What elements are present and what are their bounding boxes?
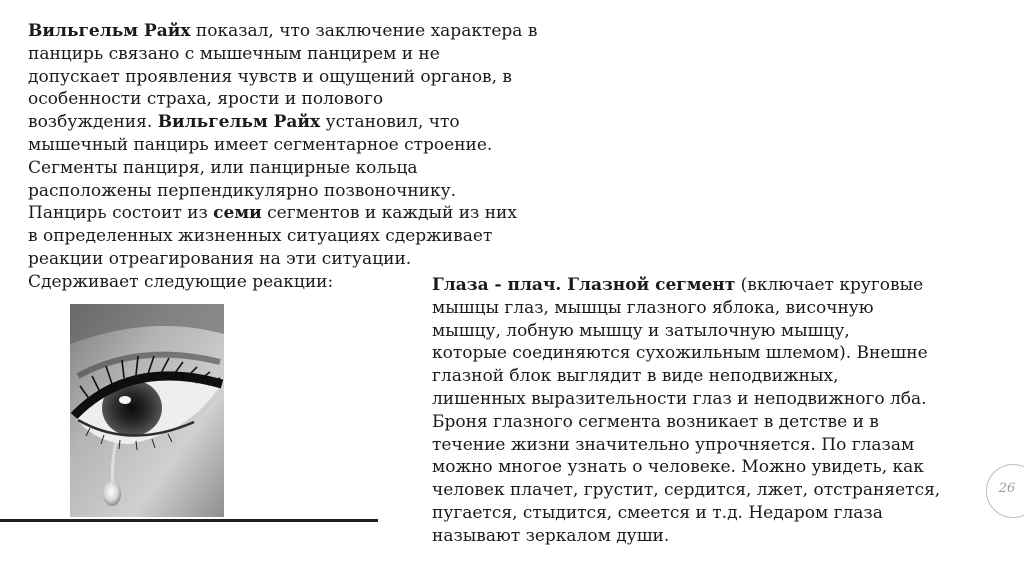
text-line: возбуждения. Вильгельм Райх установил, что — [28, 112, 460, 133]
text-line: глазной блок выглядит в виде неподвижных, — [432, 366, 839, 387]
crying-eye-photo — [70, 304, 224, 517]
segment-heading: Глаза - плач. Глазной сегмент — [432, 275, 736, 295]
text-line: человек плачет, грустит, сердится, лжет, отстраняется, — [432, 480, 941, 501]
author-name: Вильгельм Райх — [28, 21, 191, 41]
text-line: пугается, стыдится, смеется и т.д. Недаром глаза — [432, 502, 883, 523]
eye-segment-paragraph — [432, 274, 940, 548]
crying-eye-image — [70, 304, 224, 517]
text-line: панцирь связано с мышечным панцирем и не — [28, 43, 440, 64]
text-line: Сдерживает следующие реакции: — [28, 271, 334, 292]
text-line: которые соединяются сухожильным шлемом). Внешне — [432, 343, 928, 364]
text-line: называют зеркалом души. — [432, 525, 670, 546]
page-number: 26 — [998, 481, 1016, 496]
author-name: Вильгельм Райх — [157, 112, 321, 133]
text-line: Сегменты панциря, или панцирные кольца — [28, 157, 418, 178]
text-line: течение жизни значительно упрочняется. По глазам — [432, 434, 915, 455]
text-line: Броня глазного сегмента возникает в детстве и в — [432, 411, 879, 432]
text-line: реакции отреагирования на эти ситуации. — [28, 248, 412, 269]
text-line: можно многое узнать о человеке. Можно увидеть, как — [432, 457, 924, 478]
text-line: лишенных выразительности глаз и неподвижного лба. — [432, 388, 927, 409]
text-line: Глаза - плач. Глазной сегмент (включает круговые — [432, 275, 924, 295]
text-line: Вильгельм Райх показал, что заключение характера в — [28, 21, 538, 41]
text-line: в определенных жизненных ситуациях сдерживает — [28, 226, 493, 247]
emphasis-seven: семи — [213, 203, 262, 224]
text-line: расположены перпендикулярно позвоночнику. — [28, 180, 457, 201]
text-line: мышцы глаз, мышцы глазного яблока, височную — [432, 297, 874, 318]
text-line: допускает проявления чувств и ощущений органов, в — [28, 66, 513, 87]
text-line: мышечный панцирь имеет сегментарное строение. — [28, 134, 493, 155]
text-line: особенности страха, ярости и полового — [28, 89, 384, 110]
text-line: Панцирь состоит из семи сегментов и каждый из них — [28, 203, 517, 224]
text-line: мышцу, лобную мышцу и затылочную мышцу, — [432, 320, 850, 341]
horizontal-divider — [0, 519, 378, 522]
intro-paragraph — [28, 20, 537, 294]
